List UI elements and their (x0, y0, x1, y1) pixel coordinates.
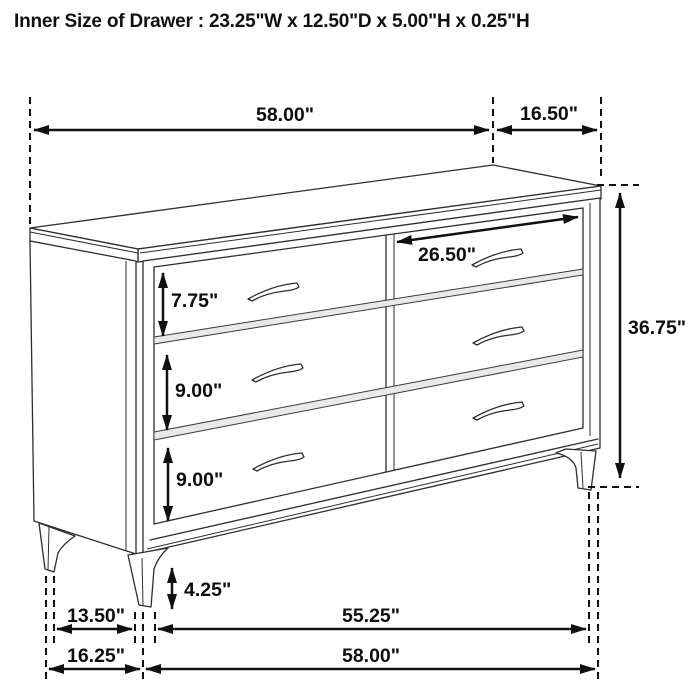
dim-label-leg-span-depth: 13.50" (66, 605, 126, 627)
dresser-front-face (143, 198, 600, 553)
dresser-left-side-panel (30, 241, 136, 554)
diagram-title: Inner Size of Drawer : 23.25"W x 12.50"D x 5.00"H x 0.25"H (14, 11, 530, 32)
dim-label-overall-height: 36.75" (628, 317, 687, 339)
dim-label-top-depth: 16.50" (519, 103, 579, 125)
front-right-leg (556, 449, 596, 490)
dim-label-base-width: 58.00" (341, 645, 401, 667)
dim-label-drawer-width: 26.50" (417, 244, 477, 266)
front-left-leg (128, 548, 168, 607)
dresser-drawing (30, 165, 601, 607)
dim-label-leg-height: 4.25" (184, 579, 232, 601)
dim-label-drawer3-height: 9.00" (176, 469, 224, 491)
dim-label-leg-span-width: 55.25" (341, 605, 401, 627)
dim-label-drawer2-height: 9.00" (175, 380, 223, 402)
dim-label-drawer1-height: 7.75" (171, 290, 219, 312)
dim-label-top-width: 58.00" (255, 104, 315, 126)
dim-label-base-depth: 16.25" (66, 645, 126, 667)
